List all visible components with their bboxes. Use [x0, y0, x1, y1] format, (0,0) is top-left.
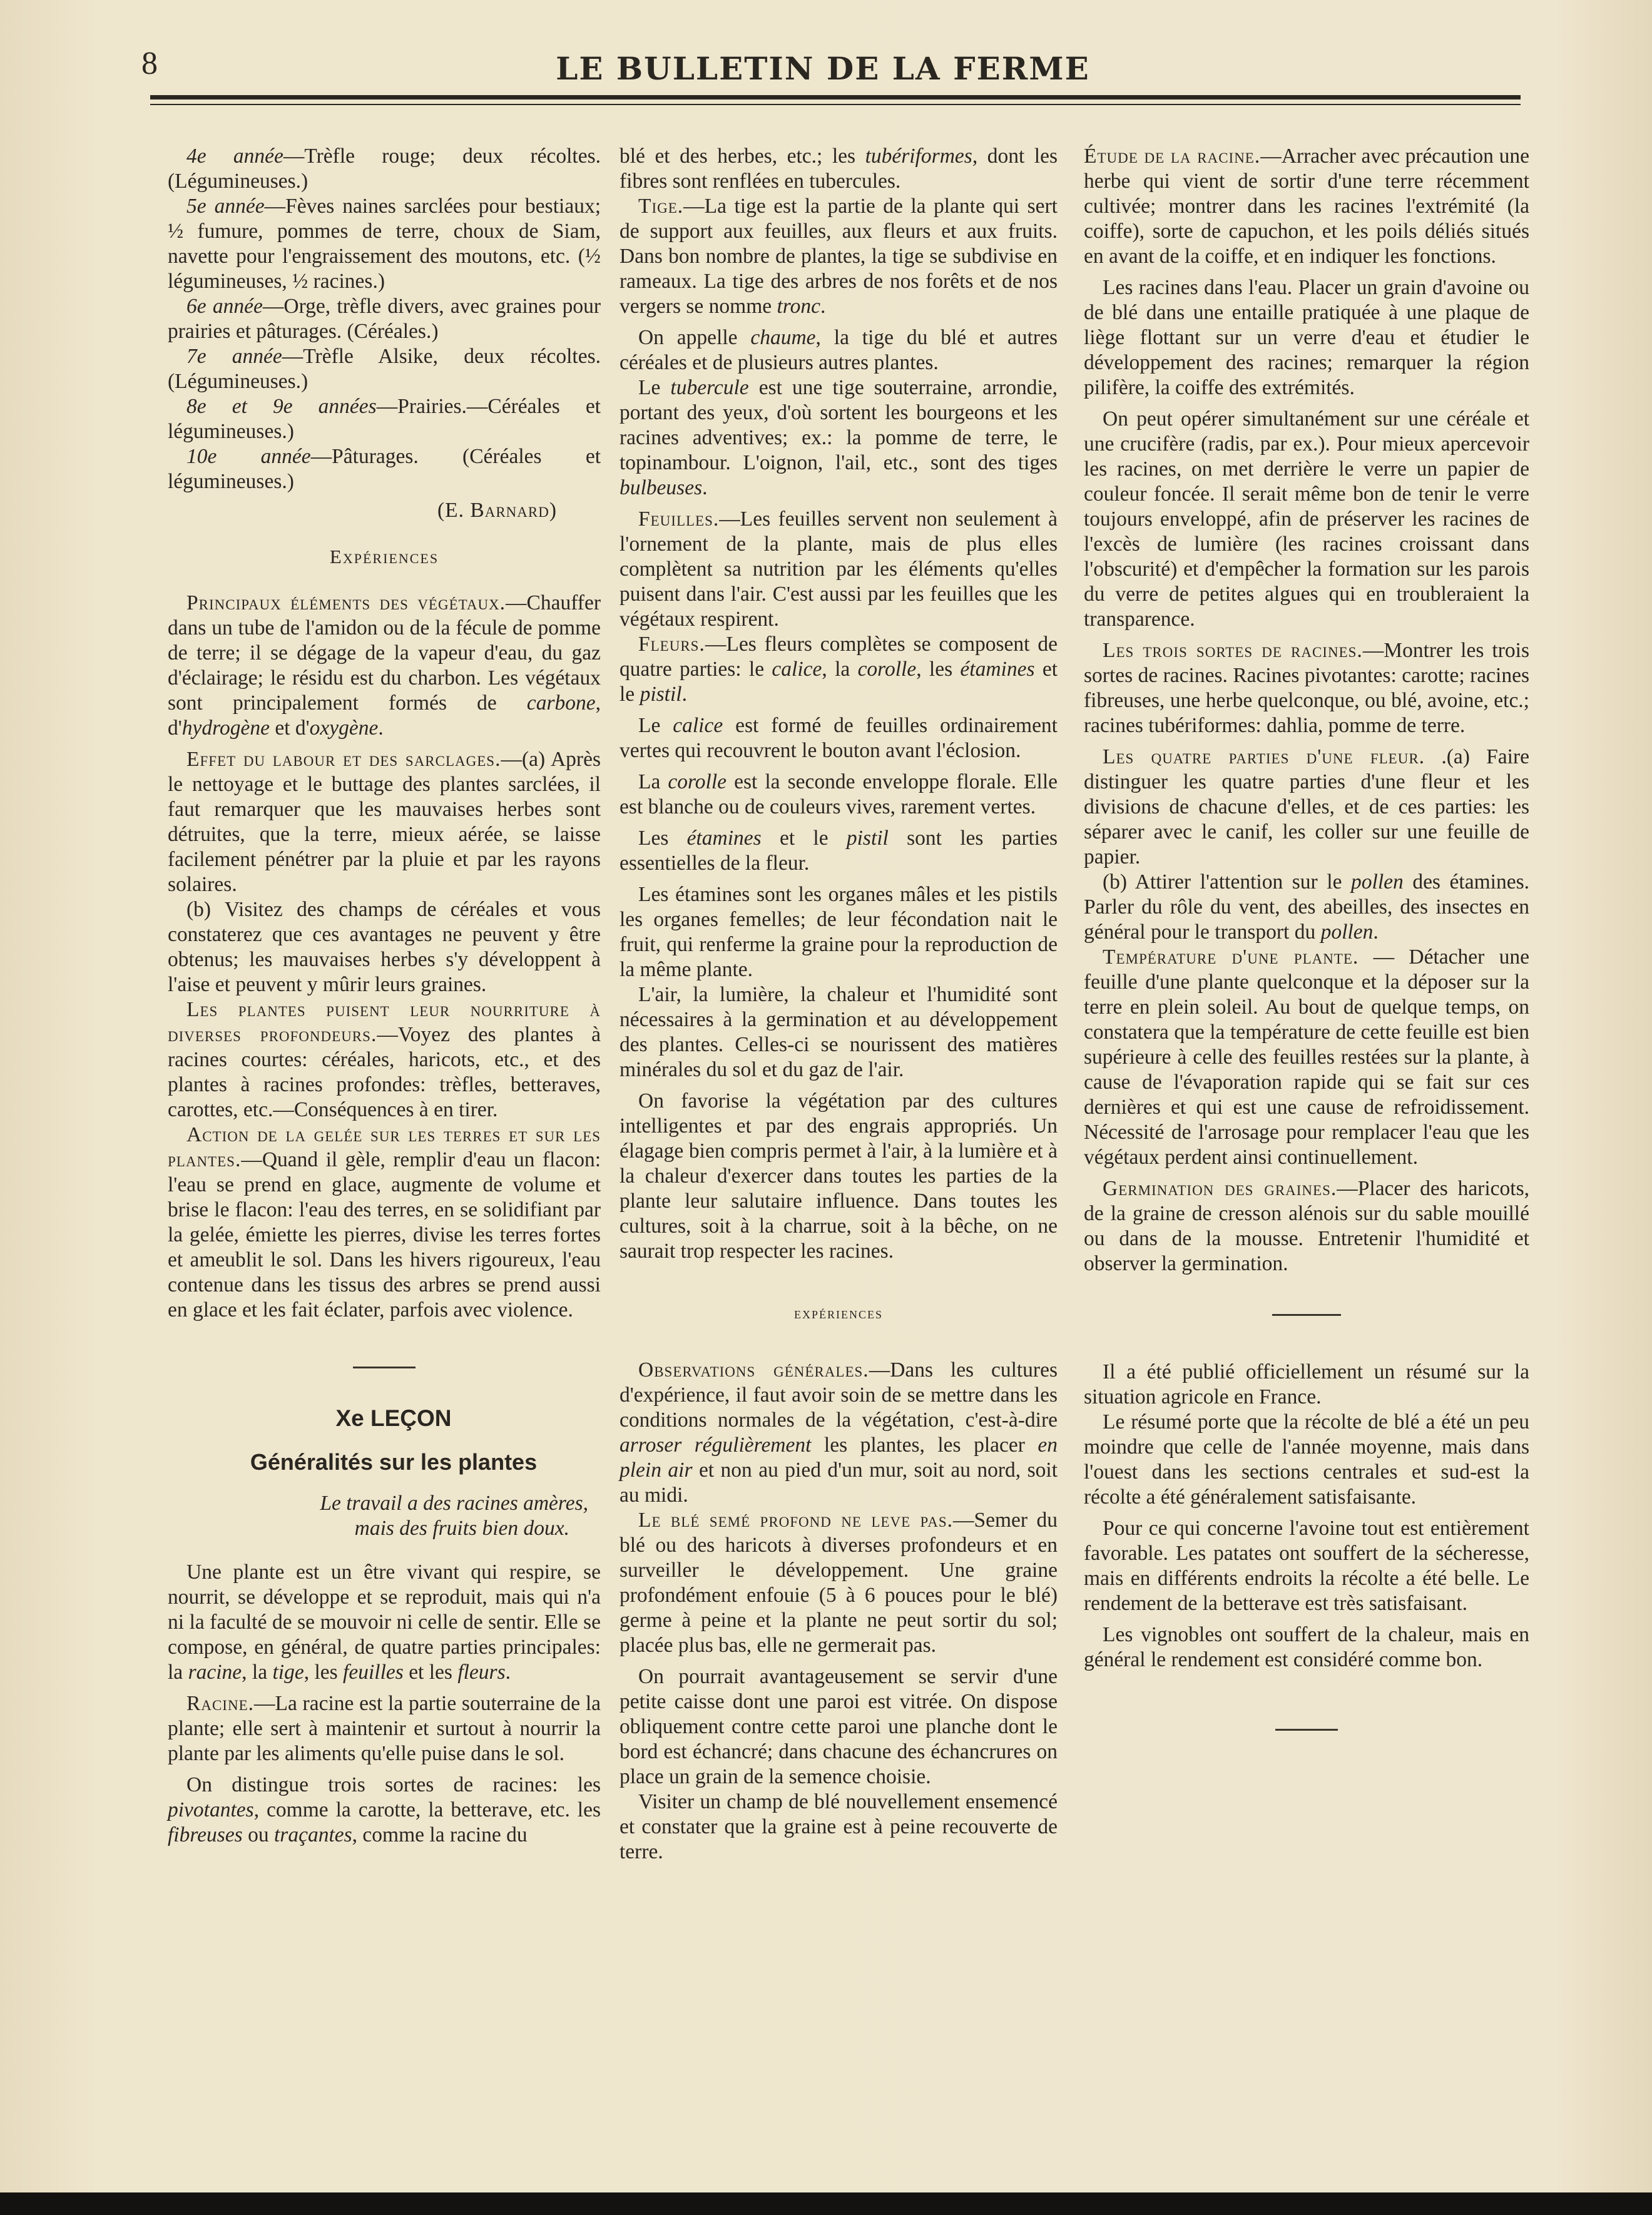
page-header [125, 38, 1521, 88]
rotation-year-10: 10e année—Pâturages. (Céréales et légumineuses.) [168, 445, 601, 493]
paragraph-feuilles: Feuilles.—Les feuilles servent non seulement à l'ornement de la plante, mais de plus elles complètent sa nutrition par les éléments qu'elles puisent dans l'air. C'est aussi par les feuilles que les végétaux respirent. [620, 507, 1058, 631]
column-3 [1084, 144, 1529, 1731]
paragraph-etude-racine: Étude de la racine.—Arracher avec précaution une herbe qui vient de sortir d'une terre récemment cultivée; montrer dans les racines l'extrémité (la coiffe), sorte de capuchon, et les poils déliés situés en avant de la coiffe, et en indiquer les fonctions. [1084, 145, 1529, 268]
paragraph-etamines-pistil: Les étamines et le pistil sont les parties essentielles de la fleur. [620, 827, 1058, 875]
section-divider-2 [1272, 1314, 1341, 1316]
paragraph-pollen: (b) Attirer l'attention sur le pollen des étamines. Parler du rôle du vent, des abeilles, des insectes en général pour le transport du pollen. [1084, 870, 1529, 944]
rotation-year-8-9: 8e et 9e années—Prairies.—Céréales et légumineuses.) [168, 395, 601, 443]
paragraph-nourriture: Les plantes puisent leur nourriture à diverses profondeurs.—Voyez des plantes à racines courtes: céréales, haricots, etc., et des plantes à racines profondes: trèfles, betteraves, carottes, etc.—Conséquences à en tirer. [168, 998, 601, 1121]
paragraph-chaume: On appelle chaume, la tige du blé et autres céréales et de plusieurs autres plantes. [620, 326, 1058, 374]
rotation-year-7: 7e année—Trèfle Alsike, deux récoltes. (Légumineuses.) [168, 345, 601, 393]
lesson-title: Xe LEÇON [335, 1405, 452, 1431]
paragraph-tuberiformes: blé et des herbes, etc.; les tubériformes, dont les fibres sont renflées en tubercules. [620, 145, 1058, 193]
paragraph-tige: Tige.—La tige est la partie de la plante qui sert de support aux feuilles, aux fleurs et aux fruits. Dans bon nombre de plantes, la tige se subdivise en rameaux. La tige des arbres de nos forêts et de nos vergers se nomme tronc. [620, 195, 1058, 318]
rotation-year-5: 5e année—Fèves naines sarclées pour bestiaux; ½ fumure, pommes de terre, choux de Siam, navette pour l'engraissement des moutons, etc. (½ légumineuses, ½ racines.) [168, 195, 601, 293]
rotation-year-4: 4e année—Trèfle rouge; deux récoltes. (Légumineuses.) [168, 145, 601, 193]
column-2 [620, 144, 1058, 1865]
page-bottom-edge [0, 2192, 1652, 2215]
paragraph-vignobles: Les vignobles ont souffert de la chaleur, mais en général le rendement est considéré comme bon. [1084, 1623, 1529, 1671]
author-signature: (E. Barnard) [437, 499, 557, 522]
paragraph-tubercule: Le tubercule est une tige souterraine, arrondie, portant des yeux, d'où sortent les bourgeons et les racines adventives; ex.: la pomme de terre, le topinambour. L'oignon, l'ail, etc., sont des tiges bulbeuses. [620, 376, 1058, 499]
paragraph-elements: Principaux éléments des végétaux.—Chauffer dans un tube de l'amidon ou de la fécule de pomme de terre; il se dégage de la vapeur d'eau, du gaz d'éclairage; le résidu est du charbon. Les végétaux sont principalement formés de carbone, d'hydrogène et d'oxygène. [168, 591, 601, 740]
paragraph-cereales: (b) Visitez des champs de céréales et vous constaterez que ces avantages ne peuvent y être obtenus; les mauvaises herbes s'y développent à l'aise et peuvent y mûrir leurs graines. [168, 898, 601, 996]
end-divider [1275, 1729, 1338, 1731]
rotation-year-6: 6e année—Orge, trèfle divers, avec graines pour prairies et pâturages. (Céréales.) [168, 295, 601, 343]
paragraph-racines-eau: Les racines dans l'eau. Placer un grain d'avoine ou de blé dans une entaille pratiquée à une plaque de liège flottant sur un verre d'eau et étudier le développement des racines; remarquer la région pilifère, la coiffe des extrémités. [1084, 276, 1529, 399]
paragraph-corolle: La corolle est la seconde enveloppe florale. Elle est blanche ou de couleurs vives, rarement vertes. [620, 770, 1058, 818]
paragraph-gelee: Action de la gelée sur les terres et sur les plantes.—Quand il gèle, remplir d'eau un flacon: l'eau se prend en glace, augmente de volume et brise le flacon: l'eau des terres, en se solidifiant par la gelée, émiette les pierres, divise les terres fortes et ameublit le sol. Dans les hivers rigoureux, l'eau contenue dans les tissus des arbres se prend aussi en glace et les fait éclater, parfois avec violence. [168, 1123, 601, 1321]
paragraph-avoine: Pour ce qui concerne l'avoine tout est entièrement favorable. Les patates ont souffert de la sécheresse, mais en différents endroits la récolte a été belle. Le rendement de la betterave est très satisfaisant. [1084, 1517, 1529, 1615]
section-divider [353, 1367, 416, 1368]
paragraph-visiter-champ: Visiter un champ de blé nouvellement ensemencé et constater que la graine est à peine recouverte de terre. [620, 1790, 1058, 1863]
header-rule-thin [150, 104, 1521, 105]
paragraph-observations: Observations générales.—Dans les cultures d'expérience, il faut avoir soin de se mettre dans les conditions normales de la végétation, c'est-à-dire arroser régulièrement les plantes, les placer en plein air et non au pied d'un mur, soit au nord, soit au midi. [620, 1358, 1058, 1507]
paragraph-germination: Germination des graines.—Placer des haricots, de la graine de cresson alénois sur du sable mouillé ou dans de la mousse. Entretenir l'humidité et observer la germination. [1084, 1177, 1529, 1275]
section-heading-experiences: Expériences [329, 546, 439, 568]
paragraph-publie: Il a été publié officiellement un résumé sur la situation agricole en France. [1084, 1360, 1529, 1408]
epigraph-line-1: Le travail a des racines amères, [320, 1492, 588, 1515]
journal-title: LE BULLETIN DE LA FERME [556, 50, 1090, 87]
paragraph-labour: Effet du labour et des sarclages.—(a) Après le nettoyage et le buttage des plantes sarclées, il faut remarquer que les mauvaises herbes sont détruites, que la terre, mieux aérée, se laisse facilement pénétrer par la pluie et par les rayons solaires. [168, 748, 601, 896]
paragraph-fleurs: Fleurs.—Les fleurs complètes se composent de quatre parties: le calice, la corolle, les étamines et le pistil. [620, 633, 1058, 706]
paragraph-trois-sortes: Les trois sortes de racines.—Montrer les trois sortes de racines. Racines pivotantes: carotte; racines fibreuses, une herbe quelconque, ou blé, avoine, etc.; racines tubériformes: dahlia, pomme de terre. [1084, 639, 1529, 737]
paragraph-plante: Une plante est un être vivant qui respire, se nourrit, se développe et se reproduit, mais qui n'a ni la faculté de se mouvoir ni celle de sentir. Elle se compose, en général, de quatre parties principales: la racine, la tige, les feuilles et les fleurs. [168, 1561, 601, 1684]
paragraph-sortes-racines: On distingue trois sortes de racines: les pivotantes, comme la carotte, la betterave, etc. les fibreuses ou traçantes, comme la racine du [168, 1773, 601, 1846]
paragraph-organes: Les étamines sont les organes mâles et les pistils les organes femelles; de leur fécondation nait le fruit, qui renferme la graine pour la reproduction de la même plante. [620, 883, 1058, 981]
paragraph-vegetation: On favorise la végétation par des cultures intelligentes et par des engrais appropriés. Un élagage bien compris permet à l'air, à la lumière et à la chaleur d'exercer dans toutes les parties de la plante leur salutaire influence. Dans toutes les cultures, soit à la charrue, soit à la bêche, on ne saurait trop respecter les racines. [620, 1089, 1058, 1263]
epigraph-line-2: mais des fruits bien doux. [354, 1517, 569, 1540]
paragraph-resume: Le résumé porte que la récolte de blé a été un peu moindre que celle de l'année moyenne, mais dans l'ouest dans les sections centrales et sud-est la récolte a été généralement satisfaisante. [1084, 1410, 1529, 1509]
paragraph-caisse: On pourrait avantageusement se servir d'une petite caisse dont une paroi est vitrée. On dispose obliquement contre cette paroi une planche dont le bord est échancré; dans chacune des échancrures on place un grain de la semence choisie. [620, 1665, 1058, 1788]
paragraph-racine: Racine.—La racine est la partie souterraine de la plante; elle sert à maintenir et surtout à nourrir la plante par les aliments qu'elle puise dans le sol. [168, 1692, 601, 1765]
lesson-subtitle: Généralités sur les plantes [250, 1449, 538, 1475]
paragraph-calice: Le calice est formé de feuilles ordinairement vertes qui recouvrent le bouton avant l'éclosion. [620, 714, 1058, 762]
header-rule-thick [150, 95, 1521, 99]
column-1 [168, 144, 601, 1848]
paragraph-operer: On peut opérer simultanément sur une céréale et une crucifère (radis, par ex.). Pour mieux apercevoir les racines, on met derrière le verre un papier de couleur foncée. Il serait même bon de tenir le verre toujours enveloppé, afin de préserver les racines de l'excès de lumière (les racines croissant dans l'obscurité) et d'empêcher la formation sur les parois du verre de petites algues qui en troubleraient la transparence. [1084, 407, 1529, 631]
section-heading-experiences-2: expériences [793, 1305, 883, 1322]
paragraph-temperature: Température d'une plante. — Détacher une feuille d'une plante quelconque et la déposer sur la terre en plein soleil. Au bout de quelque temps, on constatera que la température de cette feuille est bien supérieure à celle des feuilles restées sur la plante, à cause de l'évaporation rapide qui se fait sur ces dernières et qui est une cause de refroidissement. Nécessité de l'arrosage pour remplacer l'eau que les végétaux perdent ainsi continuellement. [1084, 945, 1529, 1169]
paragraph-air-lumiere: L'air, la lumière, la chaleur et l'humidité sont nécessaires à la germination et au développement des plantes. Celles-ci se nourissent des matières minérales du sol et du gaz de l'air. [620, 983, 1058, 1081]
paragraph-ble-profond: Le blé semé profond ne leve pas.—Semer du blé ou des haricots à diverses profondeurs et en surveiller le développement. Une graine profondément enfouie (5 à 6 pouces pour le blé) germe à peine et la plante ne peut sortir du sol; placée plus bas, elle ne germerait pas. [620, 1509, 1058, 1657]
page-number: 8 [141, 46, 158, 81]
paragraph-quatre-parties: Les quatre parties d'une fleur. .(a) Faire distinguer les quatre parties d'une fleur et les divisions de chacune d'elles, et de ces parties: les séparer avec le canif, les coller sur une feuille de papier. [1084, 745, 1530, 868]
